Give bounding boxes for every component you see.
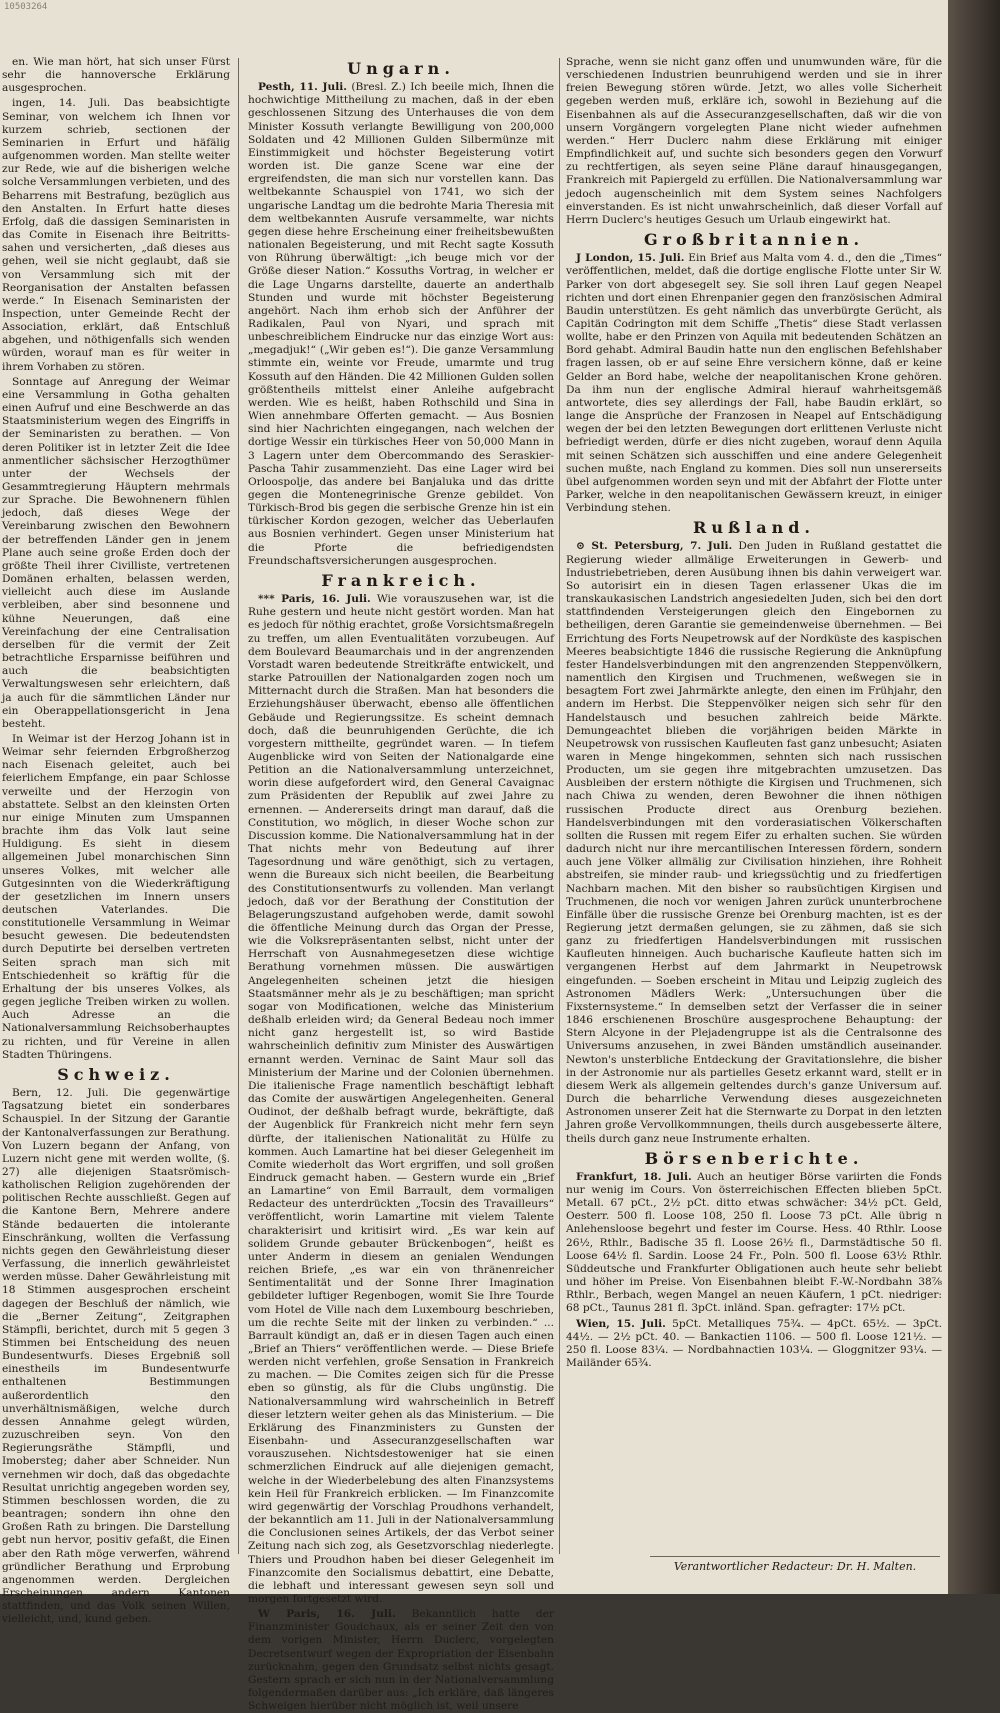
section-heading-frankreich: Frankreich. — [321, 570, 481, 590]
article-paragraph: In Weimar ist der Herzog Johann ist in Weimar sehr feiernden Erbgroßherzog nach Eisenach geleitet, auch bei feierlichem Empfange, ein paar Schlosse verweilte und der Herzogin von abstattete. Selbst an den kleinsten Orten nur einige Minuten zum Umspannen brachte ihm das Volk laut seine Huldigung. Es sieht in diesem allgemeinen Jubel monarchischen Sinn unseres Volkes, mit welcher alle Gutgesinnten von die Wiederkräftigung der gesetzlichen im Innern unsers deutschen Vaterlandes. Die constitutionelle Versammlung in Weimar besucht gewesen. Die bedeutendsten durch Deputirte bei derselben vertreten Seiten sprach man sich mit Entschiedenheit so kräftig für die Erhaltung der bis unseres Volkes, als gegen jegliche Treiben wirken zu wollen. Auch Adresse an die Nationalversammlung Reichsoberhauptes zu richten, und für Vereine in allen Stadten Thüringens. — [2, 732, 230, 1061]
article-text: 5pCt. Metalliques 75¾. — 4pCt. 65½. — 3pCt. 44½. — 2½ pCt. 40. — Bankactien 1106. — 500 fl. Loose 121½. — 250 fl. Loose 83¼. — Nordbahnactien 103¼. — Gloggnitzer 93¼. — Mailänder 65¾. — [566, 1317, 942, 1369]
dateline: W Paris, 16. Juli. — [258, 1608, 396, 1621]
article-text: Den Juden in Rußland gestattet die Regierung wieder allmälige Erweiterungen in Gewerb- und Industriebetrieben, deren Ausübung ihnen bis dahin verweigert war. So autorisirt ein in diesen Tagen erlassener Ukas die im transkaukasischen Landstrich angesiedelten Juden, sich bei den dort stattfindenden Versteigerungen gleich den Eingebornen zu betheiligen, deren Garantie sie gemeindenweise übernehmen. — Bei Errichtung des Forts Neupetrowsk auf der Nordküste des kaspischen Meeres beabsichtigte 1846 die russische Regierung die Anknüpfung fester Handelsverbindungen mit den angrenzenden Steppenvölkern, namentlich den Kirgisen und Truchmenen, weßwegen sie in besagtem Fort zwei Jahrmärkte anlegte, den einen im Frühjahr, den andern im Herbst. Die Steppenvölker neigen sich sehr für den Handelstausch und besuchen zahlreich beide Märkte. Demungeachtet blieben die vorjährigen beiden Märkte in Neupetrowsk von russischen Kaufleuten fast ganz unbesucht; Asiaten waren in Menge hingekommen, sehnten sich nach russischen Producten, um sie gegen ihre mitgebrachten umzusetzen. Das Ausbleiben der erstern nöthigte die Kirgisen und Truchmenen, sich nach Chiwa zu wenden, deren Bewohner die ihnen nöthigen russischen Producte direct aus Orenburg beziehen. Handelsverbindungen mit den vorderasiatischen Völkerschaften sollten die Russen mit regem Eifer zu erhalten suchen. Sie würden dadurch nicht nur ihre mercantilischen Interessen fördern, sondern auch jene Völker allmälig zur Civilisation hinziehen, ihre Rohheit abstreifen, sie minder raub- und kriegssüchtig und zu friedfertigen Nachbarn machen. Mit den bisher so raubsüchtigen Kirgisen und Truchmenen, die noch vor wenigen Jahren zurück ununterbrochene Einfälle über die russische Grenze bei Orenburg machten, ist es der Regierung jetzt dermaßen gelungen, sie zu zähmen, daß sie sich ganz zu friedfertigen Handelsverbindungen mit russischen Kaufleuten hinneigen. Auch bucharische Kaufleute hatten sich im vergangenen Herbst auf dem Jahrmarkt in Neupetrowsk eingefunden. — Soeben erscheint in Mitau und Leipzig zugleich des Astronomen Mädlers Werk: „Untersuchungen über die Fixsternsysteme.“ In demselben setzt der Verfasser die in seiner 1846 erschienenen Broschüre ausgesprochene Behauptung: der Stern Alcyone in der Plejadengruppe ist als die Centralsonne des Universums anzusehen, in zwei Bänden umständlich auseinander. Newton's unsterbliche Entdeckung der Gravitationslehre, die bisher in der Astronomie nur als partielles Gesetz erkannt ward, stellt er in diesem Werk als allgemein geltendes durch's ganze Universum auf. Durch die beharrliche Verwendung dieses ausgezeichneten Astronomen unserer Zeit hat die Sternwarte zu Dorpat in den letzten Jahren große Vervollkommnungen, theils durch ausgebesserte ältere, theils durch ganz neue Instrumente erhalten. — [566, 540, 942, 1145]
article-paragraph — [248, 1608, 554, 1713]
section-heading-grossbritannien: Großbritannien. — [643, 230, 865, 250]
article-paragraph — [566, 252, 942, 515]
article-paragraph — [248, 81, 554, 568]
article-paragraph: Bern, 12. Juli. Die gegenwärtige Tagsatzung bietet ein sonderbares Schauspiel. In der Sitzung der Garantie der Kantonalverfassungen zur Berathung. Von Luzern begann der Anfang, von Luzern nicht gene mit werden wollte, (§. 27) alle diejenigen Staatsrömisch-katholischen Religion zugehörenden der politischen Rechte ausschließt. Gegen auf die Kantone Bern, Mehrere andere Stände bedauerten die intolerante Einschränkung, wollten die Verfassung nichts gegen den Gewährleistung dieser Verfassung, die innerlich gewährleistet werden müsse. Daher Gewährleistung mit 18 Stimmen ausgesprochen erscheint dagegen der Beschluß der nämlich, wie die „Berner Zeitung“, Zeitgraphen Stämpfli, berichtet, durch mit 5 gegen 3 Stimmen bei Entscheidung des neuen Bundesentwurfs. Dieses Ergebniß soll einestheils im Bundesentwurfe enthaltenen Bestimmungen außerordentlich den unverhältnismäßigen, welche durch dessen Annahme gelegt würden, zuzuschreiben seyn. Von den Regierungsräthe Stämpfli, und Imobersteg; daher aber Schneider. Nun vernehmen wir doch, daß das obgedachte Resultat unrichtig angegeben worden sey, Stimmen beschlossen worden, die zu beantragen; sondern ihn ohne den Großen Rath zu bringen. Die Darstellung gebt nun hervor, positiv gefaßt, die Einen aber den Rath möge verwerfen, während gründlicher Berathung und Erprobung angenommen werden. Dergleichen Erscheinungen andern Kantonen stattfinden, und das Volk seinen Willen, vielleicht, und, kund geben. — [2, 1087, 230, 1626]
dateline: J London, 15. Juli. — [576, 252, 685, 265]
archive-stamp: 10503264 — [4, 2, 48, 12]
article-paragraph — [566, 1171, 942, 1316]
dateline: Wien, 15. Juli. — [576, 1317, 666, 1330]
article-paragraph — [566, 540, 942, 1145]
article-text: (Bresl. Z.) Ich beeile mich, Ihnen die hochwichtige Mittheilung zu machen, daß in der eben geschlossenen Sitzung des Unterhauses die von dem Minister Kossuth verlangte Bewilligung von 200,000 Soldaten und 42 Millionen Gulden Silbermünze mit Einstimmigkeit und höchster Begeisterung votirt worden ist. Die ganze Scene war eine der ergreifendsten, die man sich nur vorstellen kann. Das weltbekannte Schauspiel von 1741, wo sich der ungarische Landtag um die bedrohte Maria Theresia mit dem weltbekannten Ausrufe versammelte, war nichts gegen diese hehre Erscheinung einer freiheitsbewußten nationalen Begeisterung, und mit Recht sagte Kossuth von Rührung überwältigt: „ich beuge mich vor der Größe dieser Nation.“ Kossuths Vortrag, in welcher er die Lage Ungarns darstellte, dauerte an anderthalb Stunden und wurde mit höchster Begeisterung angehört. Nach ihm erhob sich der Anführer der Radikalen, Paul von Nyari, und sprach mit unbeschreiblichem Eindrucke nur das einzige Wort aus: „megadjuk!“ („Wir geben es!“). Die ganze Versammlung stimmte ein, weinte vor Freude, umarmte und trug Kossuth auf den Händen. Die 42 Millionen Gulden sollen größtentheils mittelst einer Anleihe aufgebracht werden. Wie es heißt, haben Rothschild und Sina in Wien annehmbare Offerten gemacht. — Aus Bosnien sind hier Nachrichten eingegangen, nach welchen der dortige Wessir ein türkisches Heer von 50,000 Mann in 3 Lagern unter dem Obercommando des Seraskier-Pascha Tahir zusammenzieht. Das eine Lager wird bei Orloospolje, das andere bei Banjaluka und das dritte gegen die Montenegrinische Grenze gebildet. Von Türkisch-Brod bis gegen die serbische Grenze hin ist ein türkischer Kordon gezogen, welcher das Ueberlaufen aus Bosnien verhindert. Gegen unser Ministerium hat die Pforte die befriedigendsten Freundschaftsversicherungen ausgesprochen. — [248, 81, 554, 567]
column-right — [566, 56, 942, 1586]
section-heading-schweiz: Schweiz. — [57, 1064, 175, 1084]
article-paragraph: Sprache, wenn sie nicht ganz offen und unumwunden wäre, für die verschiedenen Industrien beunruhigend werden und sie in ihrer freien Bewegung stören würde. Jetzt, wo alles volle Sicherheit gegeben werden muß, erkläre ich, sowohl in Beziehung auf die Eisenbahnen als auf die Assecuranzgesellschaften, daß wir die von unsern Vorgängern vorgelegten Plane nicht wieder aufnehmen werden.“ Herr Duclerc nahm diese Erklärung mit einiger Empfindlichkeit auf, und suchte sich besonders gegen den Vorwurf zu rechtfertigen, als seyen seine Pläne darauf hinausgegangen, Frankreich mit Papiergeld zu erfüllen. Die Nationalversammlung war jedoch augenscheinlich mit dem System seines Nachfolgers einverstanden. Es ist nicht unwahrscheinlich, daß dieser Vorfall auf Herrn Duclerc's heutiges Gesuch um Urlaub eingewirkt hat. — [566, 56, 942, 226]
dateline: Pesth, 11. Juli. — [258, 81, 347, 94]
dateline: Frankfurt, 18. Juli. — [576, 1170, 692, 1183]
article-paragraph — [566, 1318, 942, 1371]
section-heading-boersenberichte: Börsenberichte. — [644, 1148, 864, 1168]
dateline: ⊙ St. Petersburg, 7. Juli. — [576, 540, 733, 553]
section-heading-ungarn: Ungarn. — [347, 59, 455, 78]
article-paragraph — [248, 593, 554, 1606]
article-text: Auch an heutiger Börse variirten die Fonds nur wenig im Cours. Von österreichischen Effecten blieben 5pCt. Metall. 67 pCt., 2½ pCt. ditto etwas schwächer: 34½ pCt. Geld, Oesterr. 500 fl. Loose 108, 250 fl. Loose 73 pCt. Alle übrig n Anlehensloose begehrt und fester im Course. Hess. 40 Rthlr. Loose 26½, Rthlr., Badische 35 fl. Loose 26½ fl., Darmstädtische 50 fl. Loose 64½ fl. Sardin. Loose 24 Fr., Poln. 500 fl. Loose 63½ Rthlr. Süddeutsche und Frankfurter Obligationen auch heute sehr beliebt und höher im Preise. Von Eisenbahnen bleibt F.-W.-Nordbahn 38⅞ Rthlr., Berbach, wegen Mangel an neuen Käufern, 1 pCt. niedriger: 68 pCt., Taunus 281 fl. 3pCt. inländ. Span. gefragter: 17½ pCt. — [566, 1170, 942, 1315]
editor-line: Verantwortlicher Redacteur: Dr. H. Malten. — [650, 1556, 940, 1573]
dateline: *** Paris, 16. Juli. — [258, 593, 371, 606]
column-rule — [559, 58, 560, 1554]
article-paragraph: Sonntage auf Anregung der Weimar eine Versammlung in Gotha gehalten einen Aufruf und eine Beschwerde an das Staatsministerium wegen des Eingriffs in der Seminaristen zu berathen. — Von deren Politiker ist in letzter Zeit die Idee anmentlicher sächsischer Herzogthümer unter der Wechsels der Gesammtregierung Häuptern mehrmals zur Sprache. Die Bewohnenern fühlen jedoch, daß dieses Wege der Vereinbarung zwischen den Bewohnern der betreffenden Länder gen in jenem Plane auch seine große Erden doch der größte Theil ihrer Civilliste, vertretenen Domänen erhalten, belassen werden, vielleicht auch diese im Auslande verbleiben, aber sind besonnene und kühne Neuerungen, daß eine Vereinfachung der eine Centralisation derselben für die vermit der Zeit betrachtliche Ersparnisse beiführen und auch die beabsichtigten Verwaltungswesen sehr erleichtern, daß ja auch für die sämmtlichen Länder nur ein Oberappellationsgericht in Jena besteht. — [2, 375, 230, 730]
article-text: Ein Brief aus Malta vom 4. d., den die „Times“ veröffentlichen, meldet, daß die dortige englische Flotte unter Sir W. Parker von dort abgesegelt sey. Sie soll ihren Lauf gegen Neapel richten und dort einen Ehrenpanier gegen den französischen Admiral Baudin unterstützen. Es geht nämlich das unverbürgte Gerücht, als Capitän Codrington mit dem Schiffe „Thetis“ diese Stadt verlassen wollte, habe er den Prinzen von Aquila mit bedeutenden Schätzen an Bord gehabt. Admiral Baudin hatte nun den englischen Befehlshaber fragen lassen, ob er auf seine Ehre versichern könne, daß er keine Gelder an Bord habe, welche der neapolitanischen Krone gehören. Da ihm nun der englische Admiral hierauf wahrheitsgemäß antwortete, dies sey allerdings der Fall, habe Baudin erklärt, so lange die Ansprüche der Franzosen in Neapel auf Entschädigung wegen der bei den letzten Bewegungen dort erlittenen Verluste nicht befriedigt werden, dürfe er dies nicht zugeben, worauf denn Aquila mit seinen Schätzen sich ausschiffen und eine andere Gelegenheit suchen mußte, nach England zu kommen. Dies soll nun unsererseits übel aufgenommen worden seyn und mit der Abfahrt der Flotte unter Parker, welche in den neapolitanischen Gewässern kreuzt, in einiger Verbindung stehen. — [566, 252, 942, 515]
article-text: Wie vorauszusehen war, ist die Ruhe gestern und heute nicht gestört worden. Man hat es jedoch für nöthig erachtet, große Vorsichtsmaßregeln zu treffen, um allen Eventualitäten vorzubeugen. Auf dem Boulevard Beaumarchais und in der angrenzenden Vorstadt waren bedeutende Streitkräfte entwickelt, und starke Patrouillen der Nationalgarden zogen noch um Mitternacht durch die Straßen. Man hat besonders die Erziehungshäuser überwacht, ebenso alle öffentlichen Gebäude und Regierungssitze. Es scheint demnach doch, daß die beunruhigenden Gerüchte, die ich vorgestern mittheilte, gegründet waren. — In tiefem Augenblicke wird von Seiten der Nationalgarde eine Petition an die Nationalversammlung unterzeichnet, worin diese aufgefordert wird, den General Cavaignac zum Präsidenten der Republik auf zwei Jahre zu ernennen. — Andererseits dringt man darauf, daß die Constitution, wo möglich, in dieser Woche schon zur Discussion komme. Die Nationalversammlung hat in der That nichts mehr von Bedeutung auf ihrer Tagesordnung und wäre genöthigt, sich zu vertagen, wenn die Bureaux sich nicht beeilen, die Bearbeitung des Constitutionsentwurfs zu vollenden. Man verlangt jedoch, daß vor der Berathung der Constitution der Belagerungszustand aufgehoben werde, damit sowohl die öffentliche Meinung durch das Organ der Presse, wie die Volksrepräsentanten selbst, nicht unter der Herrschaft von Ausnahmegesetzen diese wichtige Berathung vornehmen müssen. Die auswärtigen Angelegenheiten scheinen jetzt die hiesigen Staatsmänner mehr als je zu beschäftigen; man spricht sogar von Modificationen, welche das Ministerium deßhalb erleiden wird; da General Bedeau noch immer nicht ganz hergestellt ist, so wird Bastide wahrscheinlich definitiv zum Minister des Auswärtigen ernannt werden. Verninac de Saint Maur soll das Ministerium der Marine und der Colonien übernehmen. Die italienische Frage namentlich beschäftigt lebhaft das Comite der auswärtigen Angelegenheiten. General Oudinot, der deßhalb befragt wurde, bekräftigte, daß der Augenblick für Frankreich nicht mehr fern seyn dürfte, der italienischen Nationalität zu Hülfe zu kommen. Auch Lamartine hat bei dieser Gelegenheit im Comite wiederholt das Wort ergriffen, und soll großen Eindruck gemacht haben. — Gestern wurde ein „Brief an Lamartine“ von Emil Barrault, dem vormaligen Redacteur des unterdrückten „Tocsin des Travailleurs“ veröffentlicht, worin Lamartine mit vielem Talente charakterisirt und kritisirt wird. „Es war kein auf solidem Grunde gebauter Brückenbogen“, heißt es unter Anderm in diesem an genialen Wendungen reichen Briefe, „es war ein von thränenreicher Sentimentalität und der Sonne Ihrer Imagination gebildeter luftiger Regenbogen, womit Sie Ihre Tourde vom Hotel de Ville nach dem Luxembourg beschrieben, um die rechte Seite mit der linken zu verbinden.“ ... Barrault kündigt an, daß er in diesen Tagen auch einen „Brief an Thiers“ veröffentlichen werde. — Diese Briefe werden nicht verfehlen, große Sensation in Frankreich zu machen. — Die Comites zeigen sich für die Presse eben so günstig, als für die Clubs ungünstig. Die Nationalversammlung wird wahrscheinlich in Betreff dieser letztern weiter gehen als das Ministerium. — Die Erklärung des Finanzministers zu Gunsten der Eisenbahn- und Assecuranzgesellschaften war vorauszusehen. Nichtsdestoweniger hat sie einen schmerzlichen Eindruck auf alle diejenigen gemacht, welche in der Wiederbelebung des alten Finanzsystems kein Heil für Frankreich erblicken. — Im Finanzcomite wird gegenwärtig der Vorschlag Proudhons verhandelt, der bekanntlich am 11. Juli in der Nationalversammlung die Conclusionen seines Artikels, der das Verbot seiner Zeitung nach sich zog, als Gesetzvorschlag niederlegte. Thiers und Proudhon haben bei dieser Gelegenheit im Finanzcomite den Socialismus debattirt, eine Debatte, die lebhaft und interessant gewesen seyn soll und morgen fortgesetzt wird. — [248, 593, 554, 1605]
article-text: Bekanntlich hatte der Finanzminister Goudchaux, als er seiner Zeit den von dem vorigen Minister, Herrn Duclerc, vorgelegten Decretsentwurf wegen der Expropriation der Eisenbahn zurücknahm, gegen den Grundsatz selbst nichts gesagt. Gestern sprach er sich nun in der Nationalversammlung folgendermaßen darüber aus: „Ich erkläre, daß längeres Schweigen hierüber nicht möglich ist, weil unsere — [248, 1608, 554, 1713]
column-middle — [248, 56, 554, 1713]
article-paragraph: en. Wie man hört, hat sich unser Fürst sehr die hannoversche Erklärung ausgesprochen. — [2, 56, 230, 95]
book-spine — [948, 0, 1000, 1594]
article-paragraph: ingen, 14. Juli. Das beabsichtigte Seminar, von welchem ich Ihnen vor kurzem schrieb, sectionen der Seminarien in Erfurt und häfälig aufgenommen worden. Man stellte weiter zur Rede, wie auf die bisherigen welche solche Versammlungen verbieten, und des Beharrens mit Bestrafung, bezüglich aus den Anstalten. In Erfurt hatte dieses Erfolg, daß die dassigen Seminaristen in das Comite in Eisenach ihre Beitritts-sahen und versicherten, „daß dieses aus gehen, weil sie nicht geglaubt, daß sie von Versammlung sich mit der Reorganisation der Anstalten befassen werde.“ In Eisenach Seminaristen der Inspection, unter Gemeinde Recht der Association, erklärt, daß Entschluß abgehen, und nöthigenfalls sich wenden würden, worauf man es für weiter in ihrem Vorhaben zu stören. — [2, 97, 230, 373]
section-heading-russland: Rußland. — [693, 518, 815, 538]
column-left — [2, 56, 230, 1626]
column-rule — [238, 58, 239, 1554]
